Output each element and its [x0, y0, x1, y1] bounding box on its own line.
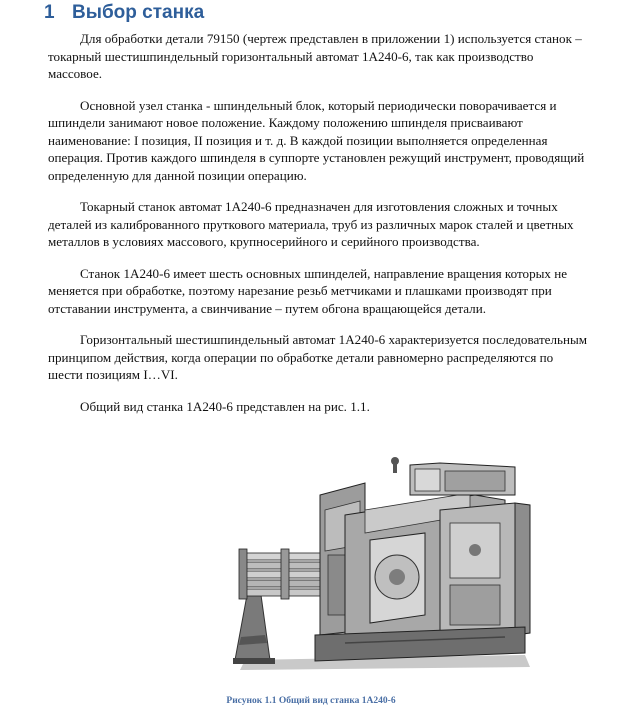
- section-number: 1: [44, 2, 55, 23]
- section-heading: [44, 2, 204, 24]
- paragraph-spindles: Станок 1А240-6 имеет шесть основных шпинделей, направление вращения которых не меняется при обработке, поэтому нарезание резьб метчиками и плашками производят при отставании инструмента, а свинчивание – путем обгона вращающейся детали.: [48, 265, 568, 316]
- lathe-machine-photo-icon: [225, 455, 535, 680]
- paragraph-figure-reference: Общий вид станка 1А240-6 представлен на рис. 1.1.: [80, 398, 370, 414]
- paragraph-machine-choice: Для обработки детали 79150 (чертеж представлен в приложении 1) используется станок – токарный шестишпиндельный горизонтальный автомат 1А240-6, так как производство массовое.: [48, 31, 582, 81]
- paragraph-principle: Горизонтальный шестишпиндельный автомат 1А240-6 характеризуется последовательным принципом действия, когда операции по обработке детали равномерно распределяются по шести позициям I…VI.: [48, 332, 588, 382]
- section-title: Выбор станка: [72, 2, 205, 23]
- figure-caption: Рисунок 1.1 Общий вид станка 1А240-6: [226, 696, 396, 706]
- body-text: [48, 30, 588, 429]
- machine-figure: [225, 455, 535, 680]
- paragraph-spindle-block: Основной узел станка - шпиндельный блок, который периодически поворачивается и шпиндели занимают новое положение. Каждому положению шпинделя присваивают наименование: I позиция, II позиция и т. д. В каждой позиции выполняется определенная операция. Против каждого шпинделя в суппорте установлен режущий инструмент, проводящий определенную для данной позиции операцию.: [48, 97, 585, 183]
- paragraph-purpose: Токарный станок автомат 1А240-6 предназначен для изготовления сложных и точных деталей из калиброванного пруткового материала, труб из различных марок сталей и цветных металлов в условиях массового, крупносерийного и серийного производства.: [48, 199, 574, 249]
